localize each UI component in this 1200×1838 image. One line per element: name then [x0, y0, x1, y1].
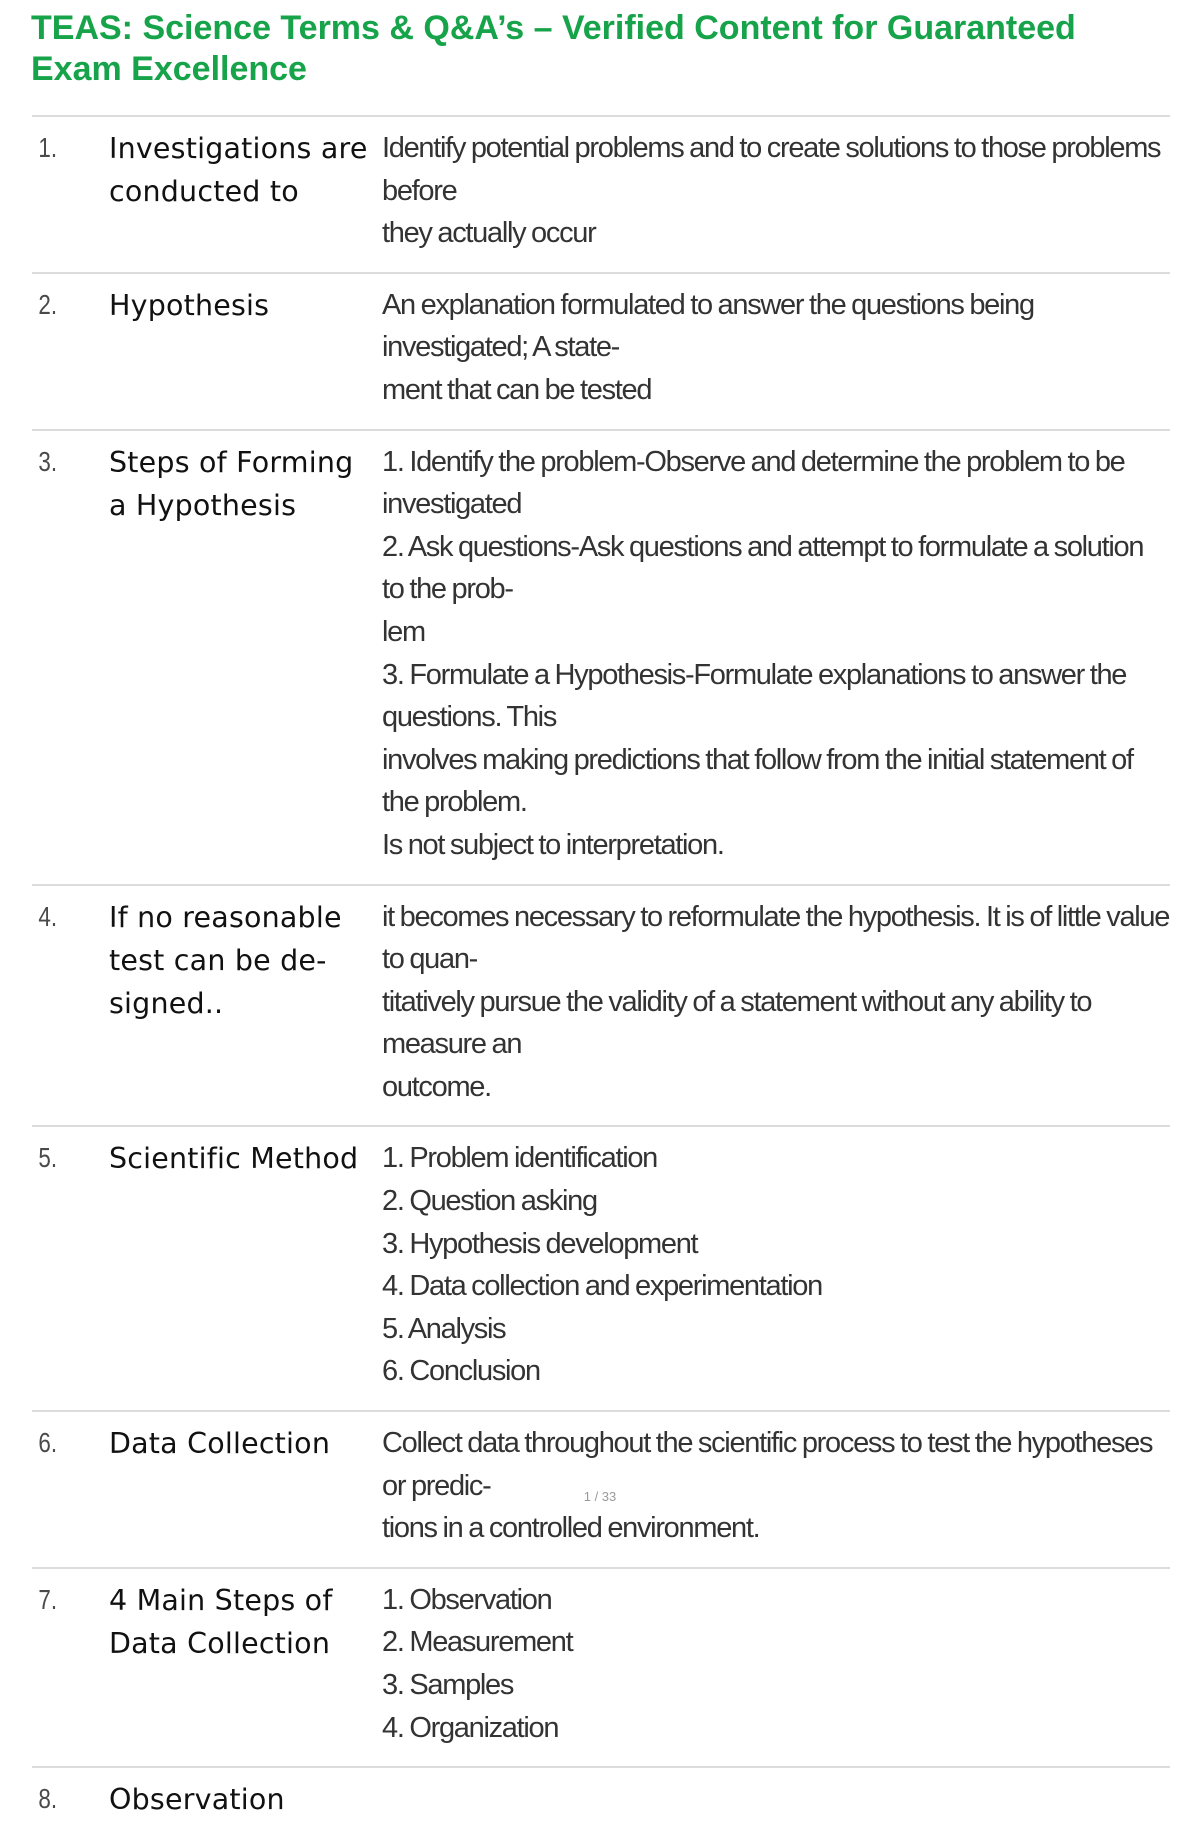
term-row	[32, 1125, 1170, 1410]
term-number: 3.	[38, 445, 58, 477]
term-definition: 1. Problem identification 2. Question asking 3. Hypothesis development 4. Data collection and experimentation 5. Analysis 6. Conclusion	[382, 1142, 822, 1388]
term-title: If no reasonable test can be de- signed..	[109, 900, 342, 1020]
term-number: 4.	[38, 900, 58, 932]
term-number: 1.	[38, 132, 58, 163]
term-number: 2.	[38, 288, 58, 320]
term-definition: An explanation formulated to answer the questions being investigated; A state- ment that can be tested	[382, 288, 1034, 406]
term-row	[32, 1766, 1170, 1838]
term-definition: 1. Observation 2. Measurement 3. Samples 4. Organization	[382, 1583, 573, 1744]
term-number: 5.	[38, 1142, 58, 1174]
term-definition: 1. Identify the problem-Observe and determine the problem to be investigated 2. Ask questions-Ask questions and attempt to formulate a solution to the prob- lem 3. Formulate a Hypothesis-Formulate explanations to answer the questions. This involves making predictions that follow from the initial statement of the problem. Is not subject to interpretation.	[382, 445, 1144, 861]
terms-list	[32, 115, 1170, 1838]
term-title: Data Collection	[109, 1427, 331, 1461]
term-number: 6.	[38, 1427, 58, 1459]
term-row	[32, 884, 1170, 1126]
term-number: 7.	[38, 1583, 58, 1615]
term-title: Investigations are conducted to	[109, 132, 368, 208]
term-definition: Identify potential problems and to create solutions to those problems before they actually occur	[382, 132, 1161, 250]
document-title: TEAS: Science Terms & Q&A’s – Verified Content for Guaranteed Exam Excellence	[31, 9, 1076, 88]
term-row	[32, 1567, 1170, 1766]
term-title: Hypothesis	[109, 288, 270, 322]
term-definition: it becomes necessary to reformulate the hypothesis. It is of little value to quan- titatively pursue the validity of a statement without any ability to measure an outcome.	[382, 900, 1170, 1103]
term-row	[32, 272, 1170, 429]
term-title: Scientific Method	[109, 1142, 359, 1176]
page-indicator: 1 / 33	[583, 1489, 617, 1504]
term-definition: Collect data throughout the scientific process to test the hypotheses or predic- tions in a controlled environment.	[382, 1427, 1153, 1545]
term-title: 4 Main Steps of Data Collection	[109, 1583, 333, 1660]
term-title: Steps of Forming a Hypothesis	[109, 445, 354, 522]
term-title: Observation	[109, 1783, 285, 1817]
term-number: 8.	[38, 1783, 58, 1815]
term-row	[32, 115, 1170, 272]
term-row	[32, 429, 1170, 884]
